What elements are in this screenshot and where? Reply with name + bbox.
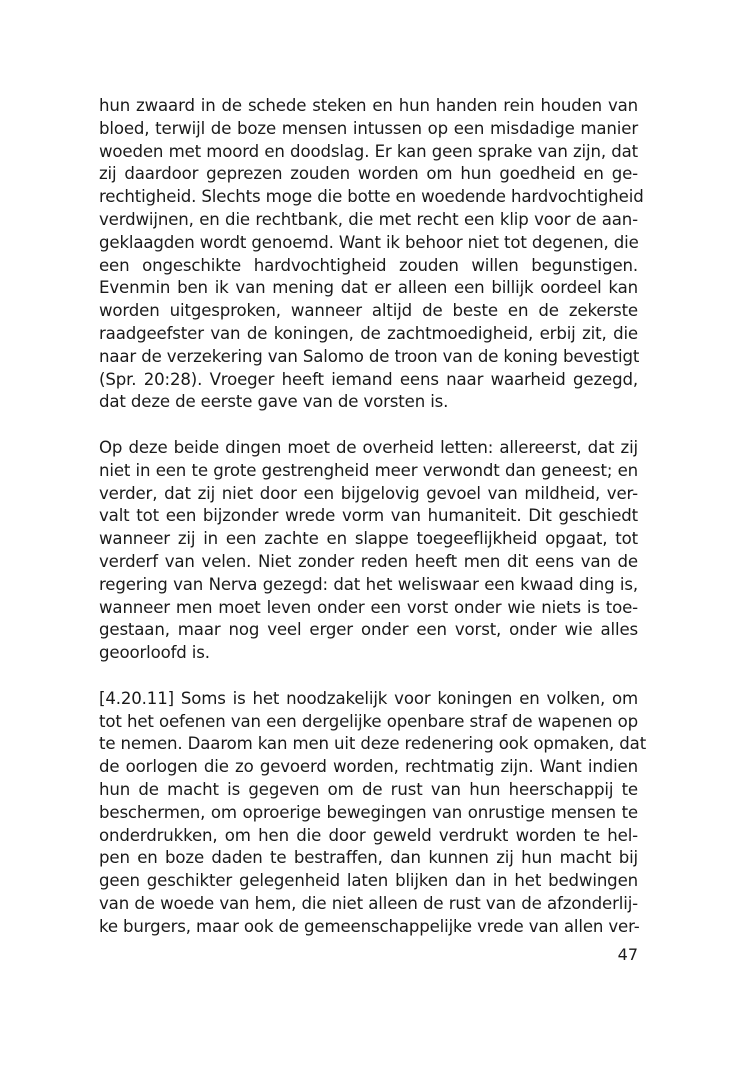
text-line: geen geschikter gelegenheid laten blijken dan in het bedwingen	[99, 871, 638, 891]
text-line: hun de macht is gegeven om de rust van hun heerschappij te	[99, 779, 638, 799]
text-line: van de woede van hem, die niet alleen de rust van de afzonderlij-	[99, 893, 638, 913]
text-line: raadgeefster van de koningen, de zachtmoedigheid, erbij zit, die	[99, 323, 638, 343]
text-line: geoorloofd is.	[99, 643, 210, 663]
text-line: tot het oefenen van een dergelijke openbare straf de wapenen op	[99, 711, 638, 731]
text-line: worden uitgesproken, wanneer altijd de beste en de zekerste	[99, 301, 638, 321]
text-line: verderf van velen. Niet zonder reden heeft men dit eens van de	[99, 551, 638, 571]
text-line: verder, dat zij niet door een bijgelovig gevoel van mildheid, ver-	[99, 483, 638, 503]
text-line: rechtigheid. Slechts moge die botte en woedende hardvochtigheid	[99, 187, 644, 207]
text-line: onderdrukken, om hen die door geweld verdrukt worden te hel-	[99, 825, 638, 845]
text-line: pen en boze daden te bestraffen, dan kunnen zij hun macht bij	[99, 848, 638, 868]
text-line: dat deze de eerste gave van de vorsten is.	[99, 392, 449, 412]
text-line: [4.20.11] Soms is het noodzakelijk voor koningen en volken, om	[99, 688, 638, 708]
paragraph-spacer	[99, 665, 638, 688]
paragraph-3	[99, 688, 647, 939]
text-line: geklaagden wordt genoemd. Want ik behoor niet tot degenen, die	[99, 232, 639, 252]
text-line: Evenmin ben ik van mening dat er alleen een billijk oordeel kan	[99, 278, 638, 298]
text-line: wanneer zij in een zachte en slappe toegeeflijkheid opgaat, tot	[99, 529, 638, 549]
text-line: zij daardoor geprezen zouden worden om hun goedheid en ge-	[99, 164, 638, 184]
text-line: ke burgers, maar ook de gemeenschappelijke vrede van allen ver-	[99, 916, 640, 936]
text-line: bloed, terwijl de boze mensen intussen op een misdadige manier	[99, 118, 638, 138]
text-line: Op deze beide dingen moet de overheid letten: allereerst, dat zij	[99, 437, 638, 457]
text-line: hun zwaard in de schede steken en hun handen rein houden van	[99, 96, 638, 115]
text-line: niet in een te grote gestrengheid meer verwondt dan geneest; en	[99, 460, 638, 480]
page-number: 47	[617, 945, 638, 964]
text-line: woeden met moord en doodslag. Er kan geen sprake van zijn, dat	[99, 141, 638, 161]
paragraph-1	[99, 95, 644, 414]
paragraph-spacer	[99, 414, 638, 437]
text-line: een ongeschikte hardvochtigheid zouden willen begunstigen.	[99, 255, 638, 275]
text-line: (Spr. 20:28). Vroeger heeft iemand eens naar waarheid gezegd,	[99, 369, 638, 389]
paragraph-2	[99, 437, 638, 665]
text-line: gestaan, maar nog veel erger onder een vorst, onder wie alles	[99, 620, 638, 640]
text-line: wanneer men moet leven onder een vorst onder wie niets is toe-	[99, 597, 638, 617]
text-line: de oorlogen die zo gevoerd worden, rechtmatig zijn. Want indien	[99, 757, 638, 777]
text-line: te nemen. Daarom kan men uit deze redenering ook opmaken, dat	[99, 734, 647, 754]
text-line: naar de verzekering van Salomo de troon van de koning bevestigt	[99, 346, 640, 366]
text-line: valt tot een bijzonder wrede vorm van humaniteit. Dit geschiedt	[99, 506, 638, 526]
text-line: verdwijnen, en die rechtbank, die met recht een klip voor de aan-	[99, 209, 638, 229]
text-line: regering van Nerva gezegd: dat het weliswaar een kwaad ding is,	[99, 574, 638, 594]
document-page	[99, 95, 647, 938]
text-line: beschermen, om oproerige bewegingen van onrustige mensen te	[99, 802, 638, 822]
